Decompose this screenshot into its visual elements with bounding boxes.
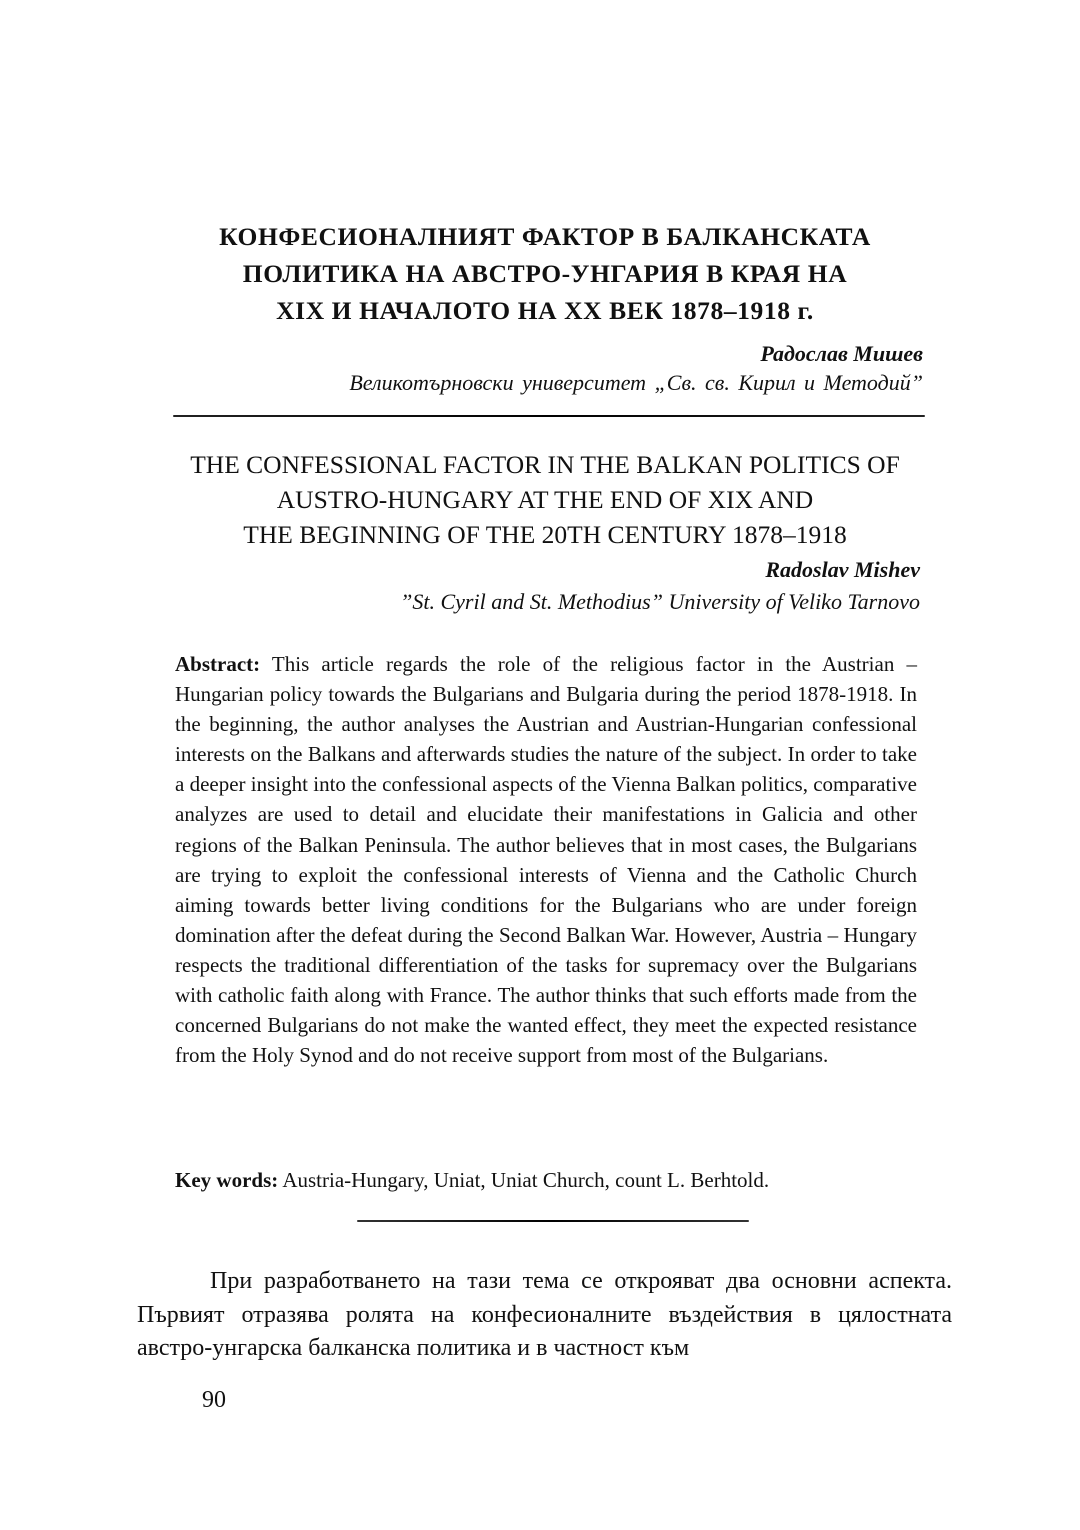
keywords: [175, 1165, 917, 1195]
top-divider: [173, 415, 925, 417]
keywords-label: Key words:: [175, 1168, 279, 1192]
bulgarian-title-line-2: ПОЛИТИКА НА АВСТРО-УНГАРИЯ В КРАЯ НА: [242, 259, 848, 288]
bulgarian-title-line-3: XIX И НАЧАЛОТО НА XX ВЕК 1878–1918 г.: [276, 296, 814, 325]
english-title: [120, 447, 970, 552]
english-author: Radoslav Mishev: [765, 557, 920, 582]
bulgarian-author: Радослав Мишев: [760, 341, 923, 366]
bulgarian-affiliation: Великотърновски университет „Св. св. Кирил и Методий”: [349, 370, 923, 395]
body-paragraph: При разработването на тази тема се открояват два основни аспекта. Първият отразява ролята на конфесионалните въздействия в цялостната австро-унгарска балканска политика и в частност към: [137, 1268, 952, 1361]
english-affiliation: ”St. Cyril and St. Methodius” University of Veliko Tarnovo: [400, 589, 920, 614]
abstract-label: Abstract:: [175, 652, 261, 676]
page-number: 90: [202, 1387, 226, 1413]
english-title-line-2: AUSTRO-HUNGARY AT THE END OF XIX AND: [276, 485, 814, 514]
english-title-line-3: THE BEGINNING OF THE 20TH CENTURY 1878–1918: [243, 520, 847, 549]
middle-divider: [357, 1220, 749, 1222]
bulgarian-title-line-1: КОНФЕСИОНАЛНИЯТ ФАКТОР В БАЛКАНСКАТА: [219, 222, 871, 251]
english-title-line-1: THE CONFESSIONAL FACTOR IN THE BALKAN POLITICS OF: [190, 450, 900, 479]
abstract-text: This article regards the role of the religious factor in the Austrian – Hungarian policy towards the Bulgarians and Bulgaria during the period 1878-1918. In the beginning, the author analyses the Austrian and Austrian-Hungarian confessional interests on the Balkans and afterwards studies the nature of the subject. In order to take a deeper insight into the confessional aspects of the Vienna Balkan politics, comparative analyzes are used to detail and elucidate their manifestations in Galicia and other regions of the Balkan Peninsula. The author believes that in most cases, the Bulgarians are trying to exploit the confessional interests of Vienna and the Catholic Church aiming towards better living conditions for the Bulgarians who are under foreign domination after the defeat during the Second Balkan War. However, Austria – Hungary respects the traditional differentiation of the tasks for supremacy over the Bulgarians with catholic faith along with France. The author thinks that such efforts made from the concerned Bulgarians do not make the wanted effect, they meet the expected resistance from the Holy Synod and do not receive support from most of the Bulgarians.: [175, 652, 917, 1068]
abstract: [175, 649, 917, 1070]
keywords-text: Austria-Hungary, Uniat, Uniat Church, count L. Berhtold.: [278, 1168, 770, 1192]
bulgarian-title: [140, 218, 950, 329]
